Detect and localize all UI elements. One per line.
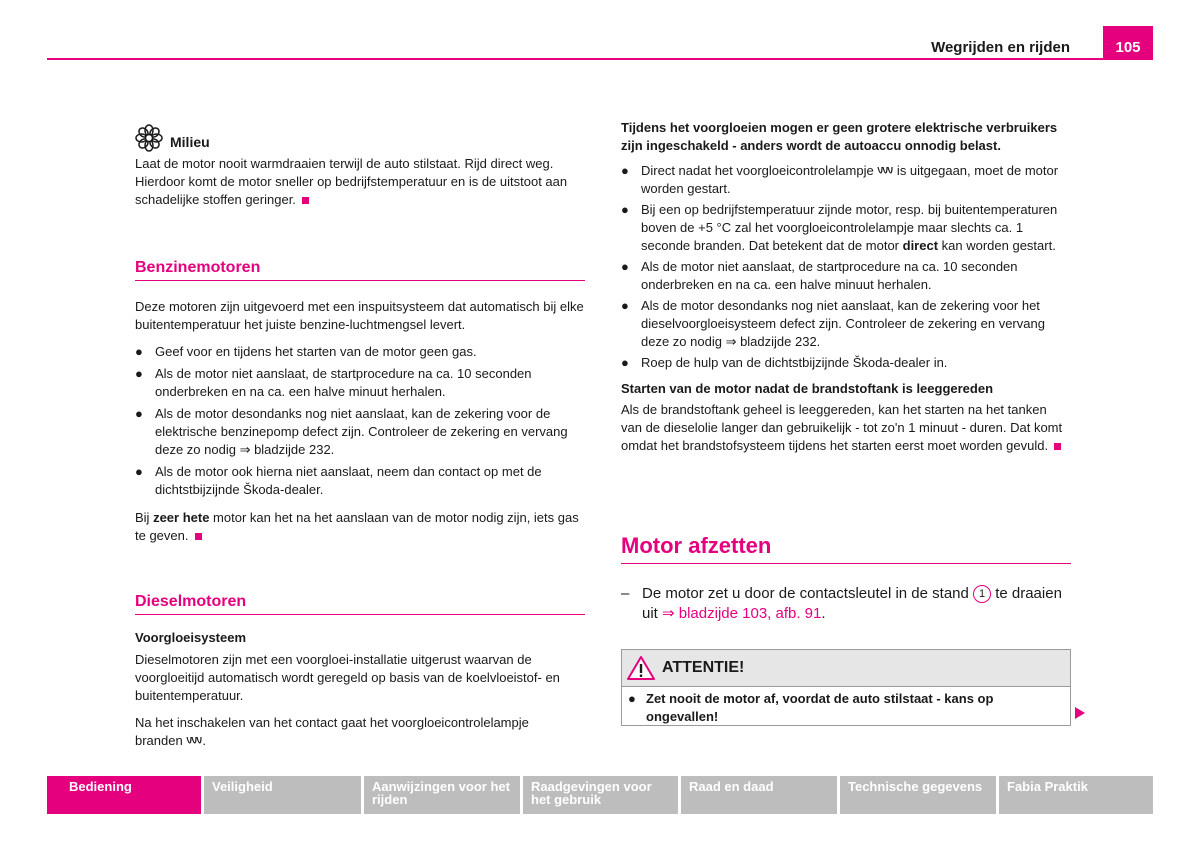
milieu-block <box>135 123 585 209</box>
tab-fabia-praktik[interactable]: Fabia Praktik <box>999 776 1153 814</box>
diesel-bullets <box>621 162 1071 372</box>
tab-veiligheid[interactable]: Veiligheid <box>204 776 361 814</box>
key-position-badge: 1 <box>973 585 991 603</box>
left-column <box>135 123 585 750</box>
header-rule <box>47 58 1153 60</box>
milieu-text: Laat de motor nooit warmdraaien terwijl de auto stilstaat. Rijd direct weg. Hierdoor komt de motor sneller op bedrijfstemperatuur en is de uitstoot aan schadelijke stoffen geringer. <box>135 156 568 207</box>
next-page-arrow-icon[interactable] <box>1074 706 1086 720</box>
empty-tank-text: Als de brandstoftank geheel is leeggereden, kan het starten na het tanken van de dieselolie langer dan gebruikelijk - tot zo'n 1 minuut - duren. Dat komt omdat het brandstofsysteem tijdens het starten eerst moet worden gevuld. <box>621 402 1063 453</box>
milieu-title: Milieu <box>170 134 210 150</box>
heading-rule <box>621 563 1071 564</box>
diesel-section <box>135 593 585 750</box>
diesel-text-2: Na het inschakelen van het contact gaat het voorgloeicontrolelampje branden . <box>135 715 529 748</box>
heading-rule <box>135 614 585 615</box>
tab-technische-gegevens[interactable]: Technische gegevens <box>840 776 996 814</box>
attention-text: ● Zet nooit de motor af, voordat de auto stilstaat - kans op ongevallen! <box>628 691 994 724</box>
list-item: ● Als de motor desondanks nog niet aanslaat, kan de zekering voor het dieselvoorgloeisysteem defect zijn. Controleer de zekering en vervang deze zo nodig ⇒ bladzijde 232. <box>621 298 1045 349</box>
motor-off-step: – De motor zet u door de contactsleutel in de stand 1 te draaien uit ⇒ bladzijde 103, afb. 91. <box>621 585 1062 622</box>
tab-aanwijzingen-voor-het-rijden[interactable]: Aanwijzingen voor het rijden <box>364 776 520 814</box>
tab-bediening[interactable]: Bediening <box>47 776 201 814</box>
glow-plug-icon <box>877 165 893 175</box>
motor-afzetten-heading: Motor afzetten <box>621 533 772 558</box>
section-title: Wegrijden en rijden <box>931 39 1070 56</box>
list-item: ● Als de motor desondanks nog niet aanslaat, kan de zekering voor de elektrische benzinepomp defect zijn. Controleer de zekering en vervang deze zo nodig ⇒ bladzijde 232. <box>135 406 568 457</box>
list-item: ● Roep de hulp van de dichtstbijzijnde Škoda-dealer in. <box>621 355 948 370</box>
end-of-section-mark <box>1054 443 1061 450</box>
list-item: ● Bij een op bedrijfstemperatuur zijnde motor, resp. bij buitentemperaturen boven de +5 °C zal het voorgloeicontrolelampje maar slechts ca. 1 seconde branden. Dat betekent dat de motor direct kan worden gestart. <box>621 202 1058 253</box>
benzine-intro: Deze motoren zijn uitgevoerd met een inspuitsysteem dat automatisch bij elke buitentemperatuur het juiste benzine-luchtmengsel levert. <box>135 299 584 332</box>
benzine-heading: Benzinemotoren <box>135 259 261 276</box>
attention-header <box>622 650 1070 687</box>
page-number: 105 <box>1103 26 1153 60</box>
list-item: ● Als de motor ook hierna niet aanslaat, neem dan contact op met de dichtstbijzijnde Škoda-dealer. <box>135 464 542 497</box>
diesel-text-1: Dieselmotoren zijn met een voorgloei-installatie uitgerust waarvan de voorgloeitijd automatisch wordt geregeld op basis van de koelvloeistof- en buitentemperatuur. <box>135 652 560 703</box>
list-item: ● Als de motor niet aanslaat, de startprocedure na ca. 10 seconden onderbreken en na ca. een halve minuut herhalen. <box>135 366 532 399</box>
tab-raad-en-daad[interactable]: Raad en daad <box>681 776 837 814</box>
step-dash: – <box>621 585 630 602</box>
end-of-section-mark <box>195 533 202 540</box>
list-item: ● Geef voor en tijdens het starten van de motor geen gas. <box>135 344 477 359</box>
heading-rule <box>135 280 585 281</box>
glow-warning-text: Tijdens het voorgloeien mogen er geen grotere elektrische verbruikers zijn ingeschakeld - anders wordt de autoaccu onnodig belast. <box>621 120 1058 153</box>
glow-plug-icon <box>186 735 202 745</box>
attention-title: ATTENTIE! <box>662 659 745 676</box>
flower-icon <box>135 124 163 152</box>
list-item: ● Als de motor niet aanslaat, de startprocedure na ca. 10 seconden onderbreken en na ca. een halve minuut herhalen. <box>621 259 1018 292</box>
voorgloei-subheading: Voorgloeisysteem <box>135 630 247 645</box>
list-item: ● Direct nadat het voorgloeicontrolelampje is uitgegaan, moet de motor worden gestart. <box>621 163 1059 196</box>
right-column <box>621 119 1071 455</box>
empty-tank-heading: Starten van de motor nadat de brandstoftank is leeggereden <box>621 381 994 396</box>
attention-box <box>621 649 1071 726</box>
page-reference-link[interactable]: ⇒ bladzijde 103, afb. 91 <box>662 605 822 622</box>
warning-triangle-icon <box>626 655 656 681</box>
tab-raadgevingen-voor-het-gebruik[interactable]: Raadgevingen voor het gebruik <box>523 776 678 814</box>
benzine-section <box>135 259 585 545</box>
diesel-heading: Dieselmotoren <box>135 593 247 610</box>
benzine-bullets <box>135 343 585 499</box>
hot-engine-note: Bij zeer hete motor kan het na het aanslaan van de motor nodig zijn, iets gas te geven. <box>135 510 579 543</box>
end-of-section-mark <box>302 197 309 204</box>
